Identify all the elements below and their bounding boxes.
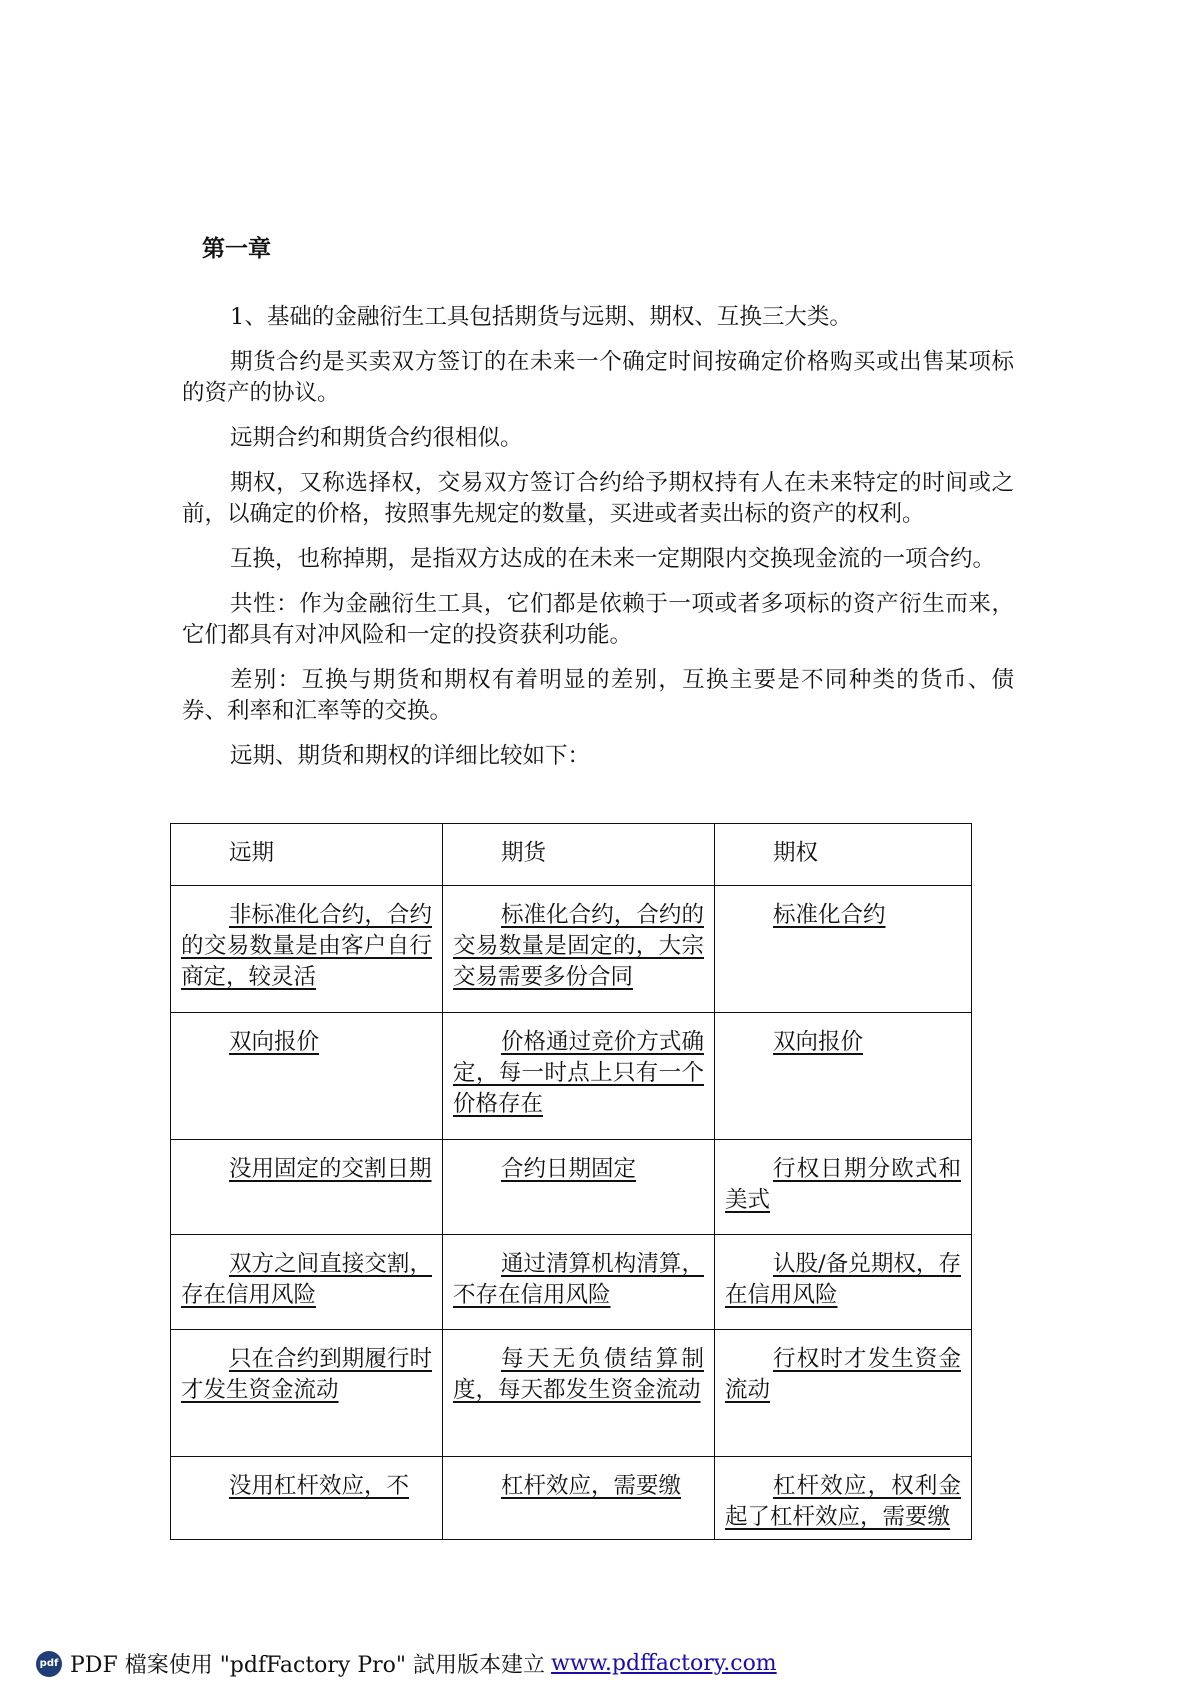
paragraph-categories: 1、基础的金融衍生工具包括期货与远期、期权、互换三大类。 xyxy=(230,304,852,330)
table-row xyxy=(171,1457,972,1540)
paragraph-options: 期权，又称选择权，交易双方签订合约给予期权持有人在未来特定的时间或之前，以确定的价格，按照事先规定的数量，买进或者卖出标的资产的权利。 xyxy=(182,470,1014,527)
paragraph-forwards: 远期合约和期货合约很相似。 xyxy=(230,425,523,451)
table-cell: 行权时才发生资金流动 xyxy=(715,1330,972,1457)
header-futures: 期货 xyxy=(443,824,715,886)
table-cell: 双向报价 xyxy=(715,1013,972,1140)
table-cell: 标准化合约，合约的交易数量是固定的，大宗交易需要多份合同 xyxy=(443,886,715,1013)
table-row xyxy=(171,1013,972,1140)
table-header-row xyxy=(171,824,972,886)
table-cell: 杠杆效应，权利金起了杠杆效应，需要缴 xyxy=(715,1457,972,1540)
comparison-table xyxy=(170,823,972,1540)
table-cell: 每天无负债结算制度，每天都发生资金流动 xyxy=(443,1330,715,1457)
table-cell: 双向报价 xyxy=(171,1013,443,1140)
table-cell: 没用杠杆效应，不 xyxy=(171,1457,443,1540)
header-forward: 远期 xyxy=(171,824,443,886)
header-options: 期权 xyxy=(715,824,972,886)
table-row xyxy=(171,1235,972,1330)
table-cell: 没用固定的交割日期 xyxy=(171,1140,443,1235)
paragraph-comparison-intro: 远期、期货和期权的详细比较如下： xyxy=(230,743,591,769)
table-cell: 非标准化合约，合约的交易数量是由客户自行商定，较灵活 xyxy=(171,886,443,1013)
table-cell: 认股/备兑期权，存在信用风险 xyxy=(715,1235,972,1330)
table-cell: 价格通过竞价方式确定，每一时点上只有一个价格存在 xyxy=(443,1013,715,1140)
table-cell: 双方之间直接交割，存在信用风险 xyxy=(171,1235,443,1330)
table-cell: 杠杆效应，需要缴 xyxy=(443,1457,715,1540)
paragraph-differences: 差别：互换与期货和期权有着明显的差别，互换主要是不同种类的货币、债券、利率和汇率等的交换。 xyxy=(182,667,1014,724)
table-row xyxy=(171,1140,972,1235)
table-row xyxy=(171,1330,972,1457)
pdf-icon: pdf xyxy=(36,1651,62,1677)
table-cell: 标准化合约 xyxy=(715,886,972,1013)
table-cell: 只在合约到期履行时才发生资金流动 xyxy=(171,1330,443,1457)
table-cell: 合约日期固定 xyxy=(443,1140,715,1235)
pdffactory-link[interactable]: www.pdffactory.com xyxy=(551,1651,777,1676)
body-paragraphs xyxy=(182,302,1014,772)
chapter-heading: 第一章 xyxy=(202,236,271,262)
paragraph-swaps: 互换，也称掉期，是指双方达成的在未来一定期限内交换现金流的一项合约。 xyxy=(230,546,996,572)
table-row xyxy=(171,886,972,1013)
footer-text: PDF 檔案使用 "pdfFactory Pro" 試用版本建立 xyxy=(70,1653,546,1678)
paragraph-commonality: 共性：作为金融衍生工具，它们都是依赖于一项或者多项标的资产衍生而来，它们都具有对冲风险和一定的投资获利功能。 xyxy=(182,591,1014,648)
table-cell: 通过清算机构清算，不存在信用风险 xyxy=(443,1235,715,1330)
pdf-factory-footer xyxy=(36,1648,777,1679)
paragraph-futures: 期货合约是买卖双方签订的在未来一个确定时间按确定价格购买或出售某项标的资产的协议。 xyxy=(182,349,1014,406)
table-cell: 行权日期分欧式和美式 xyxy=(715,1140,972,1235)
